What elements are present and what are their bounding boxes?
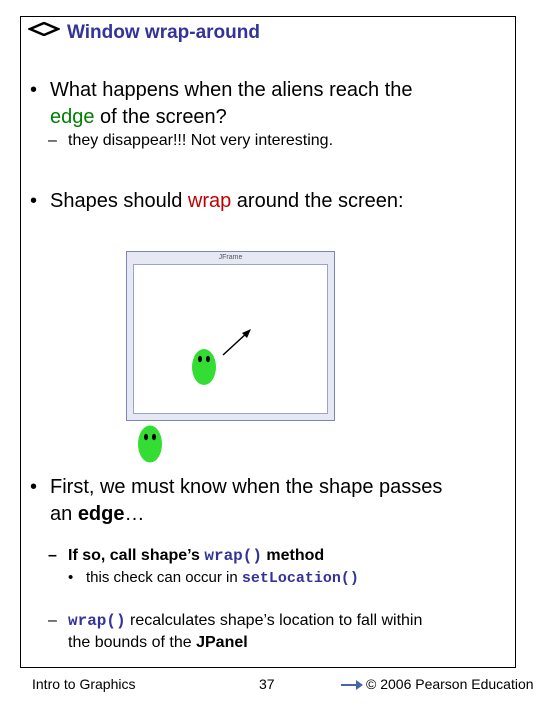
motion-arrow-icon <box>223 329 251 355</box>
footer-arrow-icon <box>340 678 364 692</box>
sub-item-1: – If so, call shape’s wrap() method <box>48 547 325 565</box>
bullet-2-text: Shapes should <box>50 190 188 212</box>
sub-item-2-bold: JPanel <box>196 634 248 651</box>
bullet-1-text-end: of the screen? <box>94 106 227 128</box>
sub-item-2: – wrap() recalculates shape’s location to fall within the bounds of the JPanel <box>48 612 423 651</box>
diamond-bullet-icon <box>28 22 60 36</box>
sub-item-1-detail-text: this check can occur in <box>86 569 242 586</box>
bullet-2-highlight: wrap <box>187 190 232 212</box>
bullet-3-line2: an <box>50 503 78 525</box>
bullet-1-text: What happens when the aliens reach the <box>50 79 413 101</box>
alien-outside <box>136 424 166 466</box>
alien-icon <box>192 349 216 385</box>
bullet-1-highlight: edge <box>50 106 95 128</box>
bullet-1-sub: – they disappear!!! Not very interesting. <box>48 132 334 149</box>
bullet-2: • Shapes should wrap around the screen: <box>30 190 404 212</box>
sub-item-1-text: If so, call shape’s <box>68 547 205 564</box>
footer-right: © 2006 Pearson Education <box>366 676 534 692</box>
illustration-window-title: JFrame <box>218 254 243 261</box>
sub-item-1-detail-code: setLocation() <box>241 570 359 587</box>
sub-item-1-code: wrap() <box>204 547 262 565</box>
sub-item-2-code: wrap() <box>68 612 126 630</box>
bullet-3: • First, we must know when the shape passes an edge… <box>30 476 443 525</box>
page-number: 37 <box>259 676 275 692</box>
bullet-3-line2-end: … <box>124 503 145 525</box>
bullet-1-sub-text: they disappear!!! Not very interesting. <box>68 132 334 149</box>
sub-item-2-text: recalculates shape’s location to fall within <box>125 612 423 629</box>
slide-title: Window wrap-around <box>67 22 260 43</box>
bullet-1: • What happens when the aliens reach the edge of the screen? <box>30 79 413 128</box>
bullet-3-bold: edge <box>77 503 125 525</box>
alien-inside <box>185 325 265 390</box>
sub-item-1-detail: • this check can occur in setLocation() <box>68 569 359 587</box>
alien-icon <box>138 426 162 463</box>
bullet-3-line1: First, we must know when the shape passes <box>50 476 443 498</box>
sub-item-1-text-end: method <box>261 547 325 564</box>
bullet-2-text-end: around the screen: <box>231 190 404 212</box>
sub-item-2-line2: the bounds of the <box>68 634 197 651</box>
footer-left: Intro to Graphics <box>32 676 136 692</box>
